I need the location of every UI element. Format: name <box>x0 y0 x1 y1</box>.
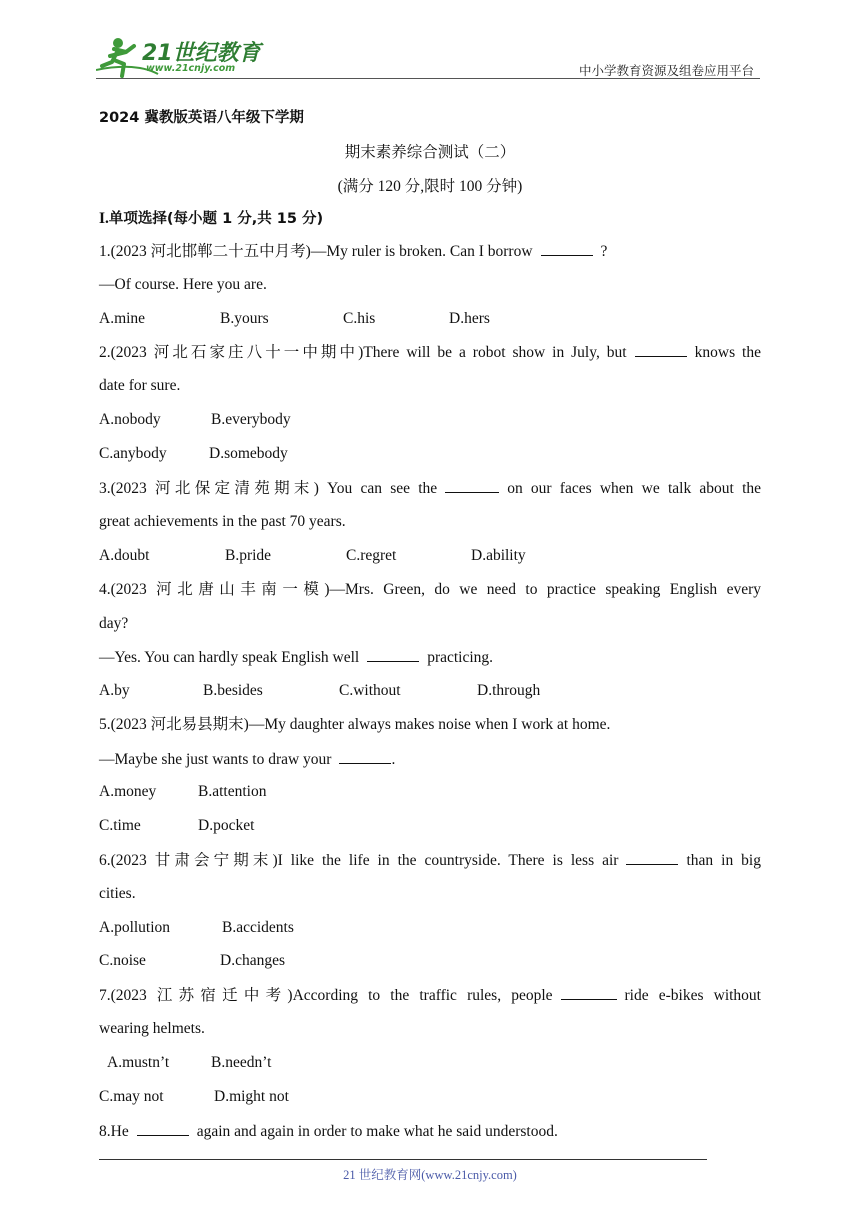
answer-blank[interactable] <box>635 342 687 357</box>
option-c[interactable]: C.time <box>99 817 141 834</box>
option-d[interactable]: D.might not <box>214 1088 289 1105</box>
option-d[interactable]: D.pocket <box>198 817 255 834</box>
answer-blank[interactable] <box>541 241 593 256</box>
footer-divider <box>99 1159 707 1160</box>
reply-text: —Maybe she just wants to draw your <box>99 751 332 768</box>
question-3-tail: on our faces when we talk about the <box>507 480 762 497</box>
option-c[interactable]: C.noise <box>99 952 146 969</box>
logo-url: www.21cnjy.com <box>146 63 236 74</box>
option-b[interactable]: B.accidents <box>222 919 294 936</box>
option-b[interactable]: B.everybody <box>211 411 291 428</box>
question-5: 5.(2023 河北易县期末)—My daughter always makes noise when I work at home. <box>99 716 611 733</box>
answer-blank[interactable] <box>445 478 499 493</box>
footer-link[interactable]: 21 世纪教育网(www.21cnjy.com) <box>343 1168 517 1182</box>
question-1 <box>99 241 607 262</box>
question-3 <box>99 478 761 499</box>
reply-text: —Yes. You can hardly speak English well <box>99 649 360 666</box>
option-d[interactable]: D.somebody <box>209 445 288 462</box>
question-7-continued: wearing helmets. <box>99 1020 205 1037</box>
option-d[interactable]: D.changes <box>220 952 285 969</box>
option-c[interactable]: C.anybody <box>99 445 167 462</box>
reply-tail: . <box>391 751 396 768</box>
question-8 <box>99 1121 558 1142</box>
question-8-tail: again and again in order to make what he said understood. <box>196 1123 558 1140</box>
question-4-continued: day? <box>99 615 129 632</box>
question-6 <box>99 850 761 871</box>
option-c[interactable]: C.his <box>343 310 376 327</box>
option-a[interactable]: A.by <box>99 682 130 699</box>
question-6-text: 6.(2023 甘肃会宁期末)I like the life in the countryside. There is less air <box>99 852 619 869</box>
question-2-tail: knows the <box>694 344 761 361</box>
question-1-text: 1.(2023 河北邯郸二十五中月考)—My ruler is broken. Can I borrow <box>99 243 533 260</box>
logo-text: 21世纪教育 <box>142 41 261 66</box>
question-7-text: 7.(2023 江苏宿迁中考)According to the traffic rules, people <box>99 987 553 1004</box>
option-b[interactable]: B.yours <box>220 310 269 327</box>
exam-note: (满分 120 分,限时 100 分钟) <box>337 178 523 195</box>
site-logo <box>96 34 266 80</box>
option-a[interactable]: A.doubt <box>99 547 150 564</box>
option-d[interactable]: D.ability <box>471 547 526 564</box>
question-8-text: 8.He <box>99 1123 129 1140</box>
option-b[interactable]: B.besides <box>203 682 263 699</box>
question-7-tail: ride e-bikes without <box>624 987 761 1004</box>
question-4: 4.(2023 河北唐山丰南一模)—Mrs. Green, do we need to practice speaking English every <box>99 581 761 598</box>
option-a[interactable]: A.nobody <box>99 411 161 428</box>
option-d[interactable]: D.through <box>477 682 541 699</box>
question-7 <box>99 985 761 1006</box>
question-1-tail: ? <box>600 243 608 260</box>
question-6-tail: than in big <box>686 852 761 869</box>
header-divider <box>96 78 760 79</box>
section-heading <box>99 207 323 228</box>
answer-blank[interactable] <box>626 850 678 865</box>
section-title: 单项选择(每小题 1 分,共 15 分) <box>108 211 324 227</box>
question-3-continued: great achievements in the past 70 years. <box>99 513 346 530</box>
question-2 <box>99 342 761 363</box>
question-2-continued: date for sure. <box>99 377 181 394</box>
question-4-reply <box>99 647 493 668</box>
option-a[interactable]: A.money <box>99 783 157 800</box>
question-1-reply: —Of course. Here you are. <box>99 276 267 293</box>
document-title: 2024 冀教版英语八年级下学期 <box>99 110 304 126</box>
option-a[interactable]: A.pollution <box>99 919 171 936</box>
answer-blank[interactable] <box>339 749 391 764</box>
question-5-reply <box>99 749 395 770</box>
section-roman: I. <box>99 210 109 227</box>
option-c[interactable]: C.without <box>339 682 401 699</box>
question-2-text: 2.(2023 河北石家庄八十一中期中)There will be a robot show in July, but <box>99 344 627 361</box>
option-a[interactable]: A.mine <box>99 310 146 327</box>
question-6-continued: cities. <box>99 885 136 902</box>
option-b[interactable]: B.attention <box>198 783 267 800</box>
answer-blank[interactable] <box>561 985 617 1000</box>
exam-title: 期末素养综合测试（二） <box>344 144 516 161</box>
option-c[interactable]: C.may not <box>99 1088 164 1105</box>
option-b[interactable]: B.pride <box>225 547 272 564</box>
answer-blank[interactable] <box>367 647 419 662</box>
option-a[interactable]: A.mustn’t <box>107 1054 170 1071</box>
answer-blank[interactable] <box>137 1121 189 1136</box>
reply-tail: practicing. <box>427 649 494 666</box>
option-d[interactable]: D.hers <box>449 310 490 327</box>
header-tagline: 中小学教育资源及组卷应用平台 <box>578 63 754 78</box>
option-b[interactable]: B.needn’t <box>211 1054 272 1071</box>
question-3-text: 3.(2023 河北保定清苑期末) You can see the <box>99 480 438 497</box>
option-c[interactable]: C.regret <box>346 547 397 564</box>
